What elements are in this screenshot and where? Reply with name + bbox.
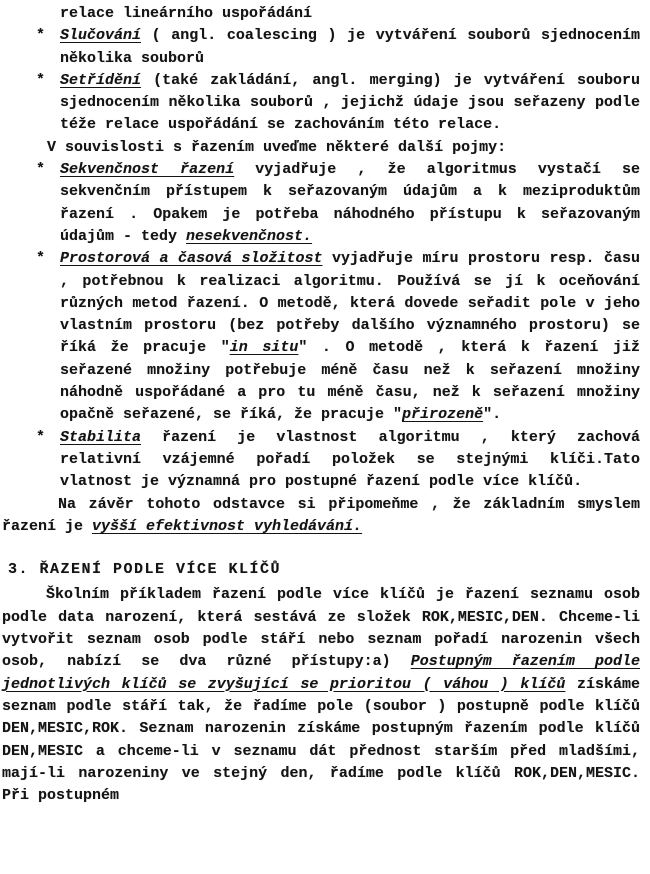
text-run: Na závěr tohoto odstavce si připomeňme , že základním smyslem řazení je	[2, 495, 640, 535]
closing-paragraph	[2, 494, 640, 539]
emphasized-text: Stabilita	[60, 428, 142, 446]
list-item-text	[60, 250, 640, 423]
emphasized-text: Postupným řazením podle jednotlivých klíčů se zvyšující se prioritou ( váhou ) klíčů	[2, 653, 640, 693]
list-item-setrideni	[36, 70, 640, 137]
text-run: získáme seznam podle stáří tak, že řadíme pole (soubor ) postupně podle klíčů DEN,MESIC,ROK. Seznam narozenin získáme postupným řazením podle klíčů DEN,MESIC a chceme-li v seznamu dát přednost starším před mladšími, mají-li narozeniny ve stejný den, řadíme podle klíčů ROK,DEN,MESIC. Při postupném	[2, 675, 640, 805]
emphasized-text: in situ	[229, 339, 299, 357]
text-run: (také zakládání, angl. merging) je vytváření souboru sjednocením několika souborů , jejichž údaje jsou seřazeny podle téže relace uspořádání se zachováním této relace.	[60, 71, 640, 134]
emphasized-text: vyšší efektivnost vyhledávání.	[92, 517, 363, 535]
list-item-prostorova	[36, 248, 640, 426]
list-item-text	[60, 429, 640, 491]
asterisk-marker: *	[36, 71, 46, 89]
section-heading	[8, 559, 640, 581]
emphasized-text: Sekvenčnost řazení	[60, 161, 235, 179]
continuation-line	[60, 3, 640, 25]
emphasized-text: Prostorová a časová složitost	[60, 250, 323, 268]
asterisk-marker: *	[36, 161, 46, 179]
asterisk-marker: *	[36, 27, 46, 45]
text-run: 3. ŘAZENÍ PODLE VÍCE KLÍČŮ	[8, 561, 282, 579]
text-run: ".	[483, 406, 502, 424]
text-run: " . O metodě , která k řazení již seřazené množiny potřebuje méně času než k seřazení množiny náhodně uspořádané a pro tu méně času, než k seřazení množiny opačně seřazené, se říká, že pracuje "	[60, 339, 640, 424]
text-run: ( angl. coalescing ) je vytváření souborů sjednocením několika souborů	[60, 27, 640, 67]
text-run: řazení je vlastnost algoritmu , který zachová relativní vzájemné pořadí položek se stejnými klíči.Tato vlatnost je významná pro postupné řazení podle více klíčů.	[60, 428, 640, 491]
asterisk-marker: *	[36, 250, 46, 268]
list-item-text	[60, 27, 640, 66]
text-run: vyjadřuje míru prostoru resp. času , potřebnou k realizaci algoritmu. Používá se jí k oceňování různých metod řazení. O metodě, která dovede seřadit pole v jeho vlastním prostoru (bez potřeby dalšího významného prostoru) se říká že pracuje "	[60, 250, 640, 357]
list-item-stabilita	[36, 427, 640, 494]
emphasized-text: přirozeně	[402, 406, 484, 424]
emphasized-text: Slučování	[60, 27, 142, 45]
emphasized-text: Setřídění	[60, 71, 142, 89]
section-paragraph	[2, 584, 640, 807]
text-run: Školním příkladem řazení podle více klíčů je řazení seznamu osob podle data narození, která sestává ze složek ROK,MESIC,DEN. Chceme-li vytvořit seznam osob podle stáří nebo seznam pořadí narozenin všech osob, nabízí se dva různé přístupy:a)	[2, 586, 640, 671]
text-run: V souvislosti s řazením uveďme některé další pojmy:	[47, 138, 507, 156]
list-item-slucovani	[36, 25, 640, 70]
interlude-line	[47, 137, 640, 159]
text-run: vyjadřuje , že algoritmus vystačí se sekvenčním přístupem k seřazovaným údajům a k meziproduktům řazení . Opakem je potřeba náhodného přístupu k seřazovaným údajům - tedy	[60, 161, 640, 245]
list-item-text	[60, 72, 640, 134]
list-item-sekvencnost	[36, 159, 640, 248]
emphasized-text: nesekvenčnost.	[186, 227, 313, 245]
asterisk-marker: *	[36, 428, 46, 446]
list-item-text	[60, 161, 640, 245]
text-run: relace lineárního uspořádání	[60, 5, 313, 22]
